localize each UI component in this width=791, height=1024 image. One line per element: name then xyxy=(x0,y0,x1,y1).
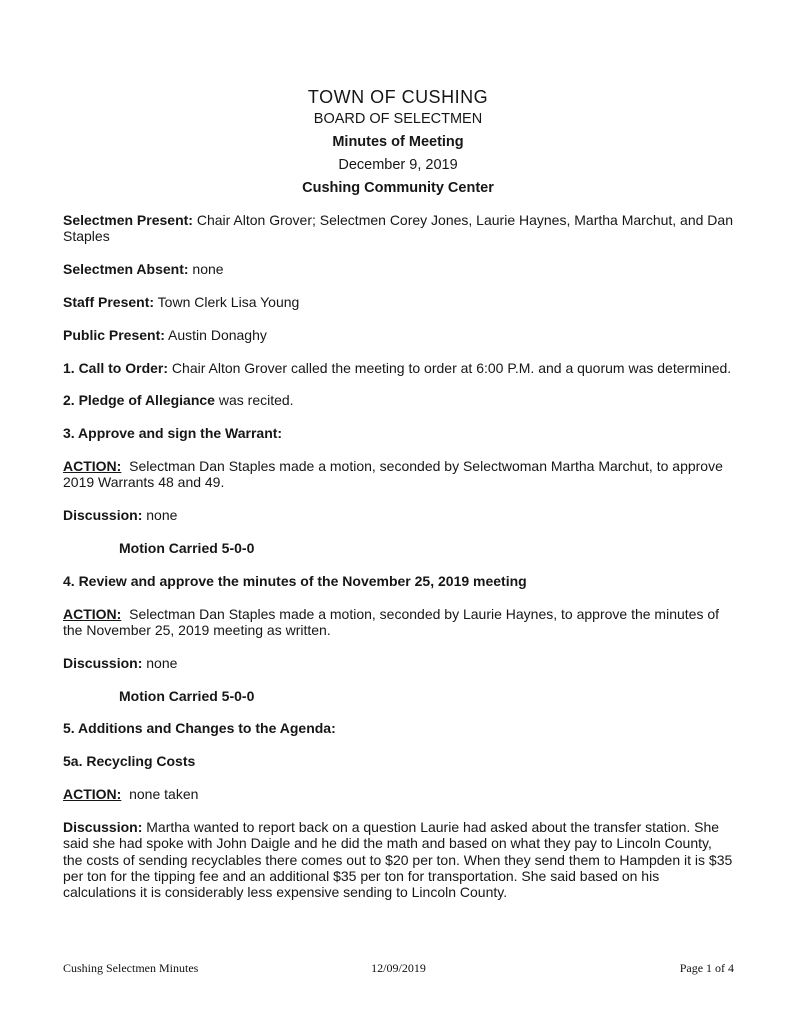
staff-present-label: Staff Present: xyxy=(63,294,155,310)
footer-document-name: Cushing Selectmen Minutes xyxy=(63,961,199,975)
paragraph-public-present xyxy=(63,327,733,343)
item-2-text: was recited. xyxy=(214,392,294,409)
item-1-label: 1. Call to Order: xyxy=(63,359,169,376)
action-3-label: ACTION: xyxy=(63,457,122,474)
discussion-4-label: Discussion: xyxy=(63,654,143,671)
minutes-body xyxy=(63,212,737,901)
discussion-5a-label: Discussion: xyxy=(63,818,143,835)
page-footer xyxy=(63,961,734,976)
header-doc-type: Minutes of Meeting xyxy=(332,134,464,150)
paragraph-item-4-minutes xyxy=(63,573,733,589)
item-4-label: 4. Review and approve the minutes of the November 25, 2019 meeting xyxy=(63,572,527,589)
paragraph-item-1-call-to-order xyxy=(63,360,733,376)
paragraph-discussion-4 xyxy=(63,655,733,671)
paragraph-action-5a xyxy=(63,786,733,802)
item-5a-label: 5a. Recycling Costs xyxy=(63,753,196,770)
motion-carried-3: Motion Carried 5-0-0 xyxy=(119,539,255,556)
footer-page-number: Page 1 of 4 xyxy=(679,961,735,975)
motion-carried-4: Motion Carried 5-0-0 xyxy=(119,687,255,704)
public-present-label: Public Present: xyxy=(63,326,165,343)
action-5a-text: none taken xyxy=(121,785,199,802)
action-4-text: Selectman Dan Staples made a motion, seconded by Laurie Haynes, to approve the minutes of the November 25, 2019 meeting as written. xyxy=(63,605,723,638)
discussion-3-text: none xyxy=(142,507,178,524)
paragraph-selectmen-present xyxy=(63,212,737,245)
paragraph-item-5a-recycling xyxy=(63,753,733,769)
discussion-3-label: Discussion: xyxy=(63,507,143,524)
action-5a-label: ACTION: xyxy=(63,785,122,802)
paragraph-action-3 xyxy=(63,458,733,491)
header-title: TOWN OF CUSHING xyxy=(307,87,489,107)
staff-present-text: Town Clerk Lisa Young xyxy=(154,294,300,310)
selectmen-present-text: Chair Alton Grover; Selectmen Corey Jones, Laurie Haynes, Martha Marchut, and Dan Staples xyxy=(63,212,737,245)
paragraph-action-4 xyxy=(63,606,733,639)
header-date: December 9, 2019 xyxy=(338,157,458,173)
paragraph-item-3-warrant xyxy=(63,425,733,441)
paragraph-item-5-additions xyxy=(63,720,733,736)
discussion-5a-text: Martha wanted to report back on a question Laurie had asked about the transfer station. She said she had spoke with John Daigle and he did the math and based on what they pay to Lincoln County, the costs of sending recyclables there comes out to $20 per ton. When they send them to Hampden it is $35 per ton for the tipping fee and an additional $35 per ton for transportation. She said based on his calculations it is considerably less expensive sending to Lincoln County. xyxy=(63,818,737,901)
selectmen-present-label: Selectmen Present: xyxy=(63,212,193,228)
paragraph-staff-present xyxy=(63,294,733,310)
action-4-label: ACTION: xyxy=(63,605,122,622)
item-5-label: 5. Additions and Changes to the Agenda: xyxy=(63,720,336,737)
item-1-text: Chair Alton Grover called the meeting to order at 6:00 P.M. and a quorum was determined. xyxy=(168,359,732,376)
paragraph-discussion-5a xyxy=(63,818,737,901)
public-present-text: Austin Donaghy xyxy=(164,326,267,343)
selectmen-absent-text: none xyxy=(188,261,224,278)
header-subtitle: BOARD OF SELECTMEN xyxy=(313,111,483,127)
paragraph-item-2-pledge xyxy=(63,392,733,408)
footer-date: 12/09/2019 xyxy=(371,961,426,975)
paragraph-selectmen-absent xyxy=(63,261,733,277)
item-3-label: 3. Approve and sign the Warrant: xyxy=(63,425,283,442)
paragraph-discussion-3 xyxy=(63,507,733,523)
selectmen-absent-label: Selectmen Absent: xyxy=(63,261,189,278)
discussion-4-text: none xyxy=(142,654,178,671)
document-header xyxy=(63,86,733,200)
action-3-text: Selectman Dan Staples made a motion, seconded by Selectwoman Martha Marchut, to approve 2019 Warrants 48 and 49. xyxy=(63,457,727,491)
header-location: Cushing Community Center xyxy=(302,180,494,196)
item-2-label: 2. Pledge of Allegiance xyxy=(63,392,215,409)
